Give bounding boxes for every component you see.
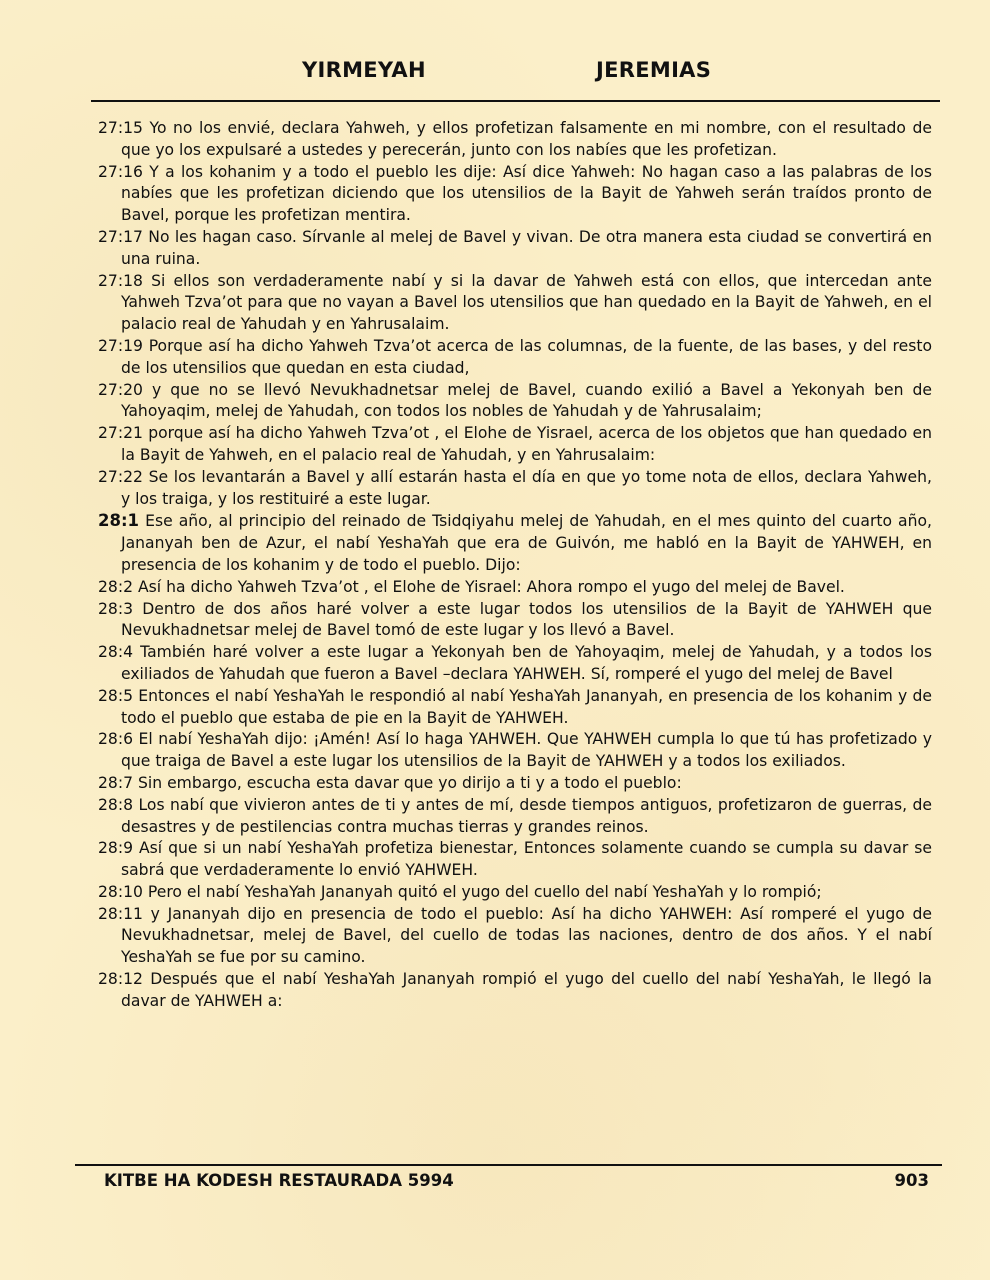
verse-text: Y a los kohanim y a todo el pueblo les dije: Así dice Yahweh: No hagan caso a las palabras de los nabíes que les profetizan diciendo que los utensilios de la Bayit de Yahweh serán traídos pronto de Bavel, porque les profetizan mentira. xyxy=(121,162,932,225)
verse xyxy=(98,423,932,467)
verse-reference: 27:17 xyxy=(98,227,143,246)
verse-text: No les hagan caso. Sírvanle al melej de Bavel y vivan. De otra manera esta ciudad se convertirá en una ruina. xyxy=(121,227,932,268)
verse xyxy=(98,577,932,599)
verse-text: Ese año, al principio del reinado de Tsidqiyahu melej de Yahudah, en el mes quinto del cuarto año, Jananyah ben de Azur, el nabí YeshaYah que era de Guivón, me habló en la Bayit de YAHWEH, en presencia de los kohanim y de todo el pueblo. Dijo: xyxy=(121,512,932,574)
verse-reference: 28:12 xyxy=(98,970,143,989)
verse-reference: 28:6 xyxy=(98,730,134,749)
verse-text: Porque así ha dicho Yahweh Tzva’ot acerca de las columnas, de la fuente, de las bases, y del resto de los utensilios que quedan en esta ciudad, xyxy=(121,336,932,377)
verse xyxy=(98,969,932,1013)
verse xyxy=(98,380,932,424)
verse-reference: 28:3 xyxy=(98,599,134,618)
verse xyxy=(98,729,932,773)
verse xyxy=(98,599,932,643)
verse xyxy=(98,882,932,904)
verse-reference: 27:22 xyxy=(98,467,143,486)
verse xyxy=(98,904,932,969)
header-book-spanish: JEREMIAS xyxy=(596,58,712,82)
footer-title: KITBE HA KODESH RESTAURADA 5994 xyxy=(104,1171,454,1190)
footer-rule xyxy=(75,1164,942,1166)
verse-reference: 27:18 xyxy=(98,271,143,290)
verse xyxy=(98,162,932,227)
verse-reference: 28:8 xyxy=(98,795,134,814)
verse-text: Así ha dicho Yahweh Tzva’ot , el Elohe de Yisrael: Ahora rompo el yugo del melej de Bavel. xyxy=(138,577,845,596)
verse xyxy=(98,642,932,686)
verse-reference: 28:2 xyxy=(98,577,134,596)
verse-text: Si ellos son verdaderamente nabí y si la davar de Yahweh está con ellos, que intercedan ante Yahweh Tzva’ot para que no vayan a Bavel los utensilios que han quedado en la Bayit de Yahweh, en el palacio real de Yahudah y en Yahrusalaim. xyxy=(121,271,932,334)
verse-reference: 28:7 xyxy=(98,773,134,792)
verse xyxy=(98,686,932,730)
header-rule xyxy=(91,100,940,102)
verse-reference: 27:20 xyxy=(98,380,143,399)
verse-text: También haré volver a este lugar a Yekonyah ben de Yahoyaqim, melej de Yahudah, y a todos los exiliados de Yahudah que fueron a Bavel –declara YAHWEH. Sí, romperé el yugo del melej de Bavel xyxy=(121,643,932,683)
verse-reference: 28:4 xyxy=(98,643,134,662)
verse xyxy=(98,773,932,795)
verse-reference: 27:19 xyxy=(98,336,143,355)
verse-list xyxy=(98,118,932,1013)
verse-text: Pero el nabí YeshaYah Jananyah quitó el yugo del cuello del nabí YeshaYah y lo rompió; xyxy=(147,882,822,901)
verse-text: y que no se llevó Nevukhadnetsar melej de Bavel, cuando exilió a Bavel a Yekonyah ben de Yahoyaqim, melej de Yahudah, con todos los nobles de Yahudah y de Yahrusalaim; xyxy=(121,380,932,421)
verse xyxy=(98,227,932,271)
verse xyxy=(98,838,932,882)
verse-text: porque así ha dicho Yahweh Tzva’ot , el Elohe de Yisrael, acerca de los objetos que han quedado en la Bayit de Yahweh, en el palacio real de Yahudah, y en Yahrusalaim: xyxy=(121,424,932,464)
verse-text: y Jananyah dijo en presencia de todo el pueblo: Así ha dicho YAHWEH: Así romperé el yugo de Nevukhadnetsar, melej de Bavel, del cuello de todas las naciones, dentro de dos años. Y el nabí YeshaYah se fue por su camino. xyxy=(121,904,932,967)
verse xyxy=(98,271,932,336)
verse xyxy=(98,336,932,380)
verse xyxy=(98,118,932,162)
verse-reference: 28:10 xyxy=(98,882,143,901)
verse-reference: 27:16 xyxy=(98,162,143,181)
page-header xyxy=(0,58,990,92)
verse xyxy=(98,510,932,576)
verse-reference: 28:1 xyxy=(98,511,140,531)
verse-text: Sin embargo, escucha esta davar que yo dirijo a ti y a todo el pueblo: xyxy=(138,773,682,792)
page-number: 903 xyxy=(894,1171,929,1190)
verse xyxy=(98,795,932,839)
verse-text: Así que si un nabí YeshaYah profetiza bienestar, Entonces solamente cuando se cumpla su davar se sabrá que verdaderamente lo envió YAHWEH. xyxy=(121,839,932,880)
verse-reference: 28:5 xyxy=(98,686,134,705)
verse-text: Después que el nabí YeshaYah Jananyah rompió el yugo del cuello del nabí YeshaYah, le llegó la davar de YAHWEH a: xyxy=(121,970,932,1010)
verse-text: Dentro de dos años haré volver a este lugar todos los utensilios de la Bayit de YAHWEH que Nevukhadnetsar melej de Bavel tomó de este lugar y los llevó a Bavel. xyxy=(121,599,932,640)
header-book-hebrew: YIRMEYAH xyxy=(302,58,426,82)
verse-text: El nabí YeshaYah dijo: ¡Amén! Así lo haga YAHWEH. Que YAHWEH cumpla lo que tú has profetizado y que traiga de Bavel a este lugar los utensilios de la Bayit de YAHWEH y a todos los exiliados. xyxy=(121,730,932,771)
verse-reference: 27:15 xyxy=(98,119,143,137)
verse-reference: 28:11 xyxy=(98,904,143,923)
verse-text: Yo no los envié, declara Yahweh, y ellos profetizan falsamente en mi nombre, con el resultado de que yo los expulsaré a ustedes y perecerán, junto con los nabíes que les profetizan. xyxy=(121,119,932,159)
verse-reference: 27:21 xyxy=(98,424,143,443)
verse-text: Entonces el nabí YeshaYah le respondió al nabí YeshaYah Jananyah, en presencia de los kohanim y de todo el pueblo que estaba de pie en la Bayit de YAHWEH. xyxy=(121,686,932,727)
verse-reference: 28:9 xyxy=(98,839,134,858)
verse-text: Los nabí que vivieron antes de ti y antes de mí, desde tiempos antiguos, profetizaron de guerras, de desastres y de pestilencias contra muchas tierras y grandes reinos. xyxy=(121,795,932,836)
verse-text: Se los levantarán a Bavel y allí estarán hasta el día en que yo tome nota de ellos, declara Yahweh, y los traiga, y los restituiré a este lugar. xyxy=(121,467,932,508)
verse xyxy=(98,467,932,511)
